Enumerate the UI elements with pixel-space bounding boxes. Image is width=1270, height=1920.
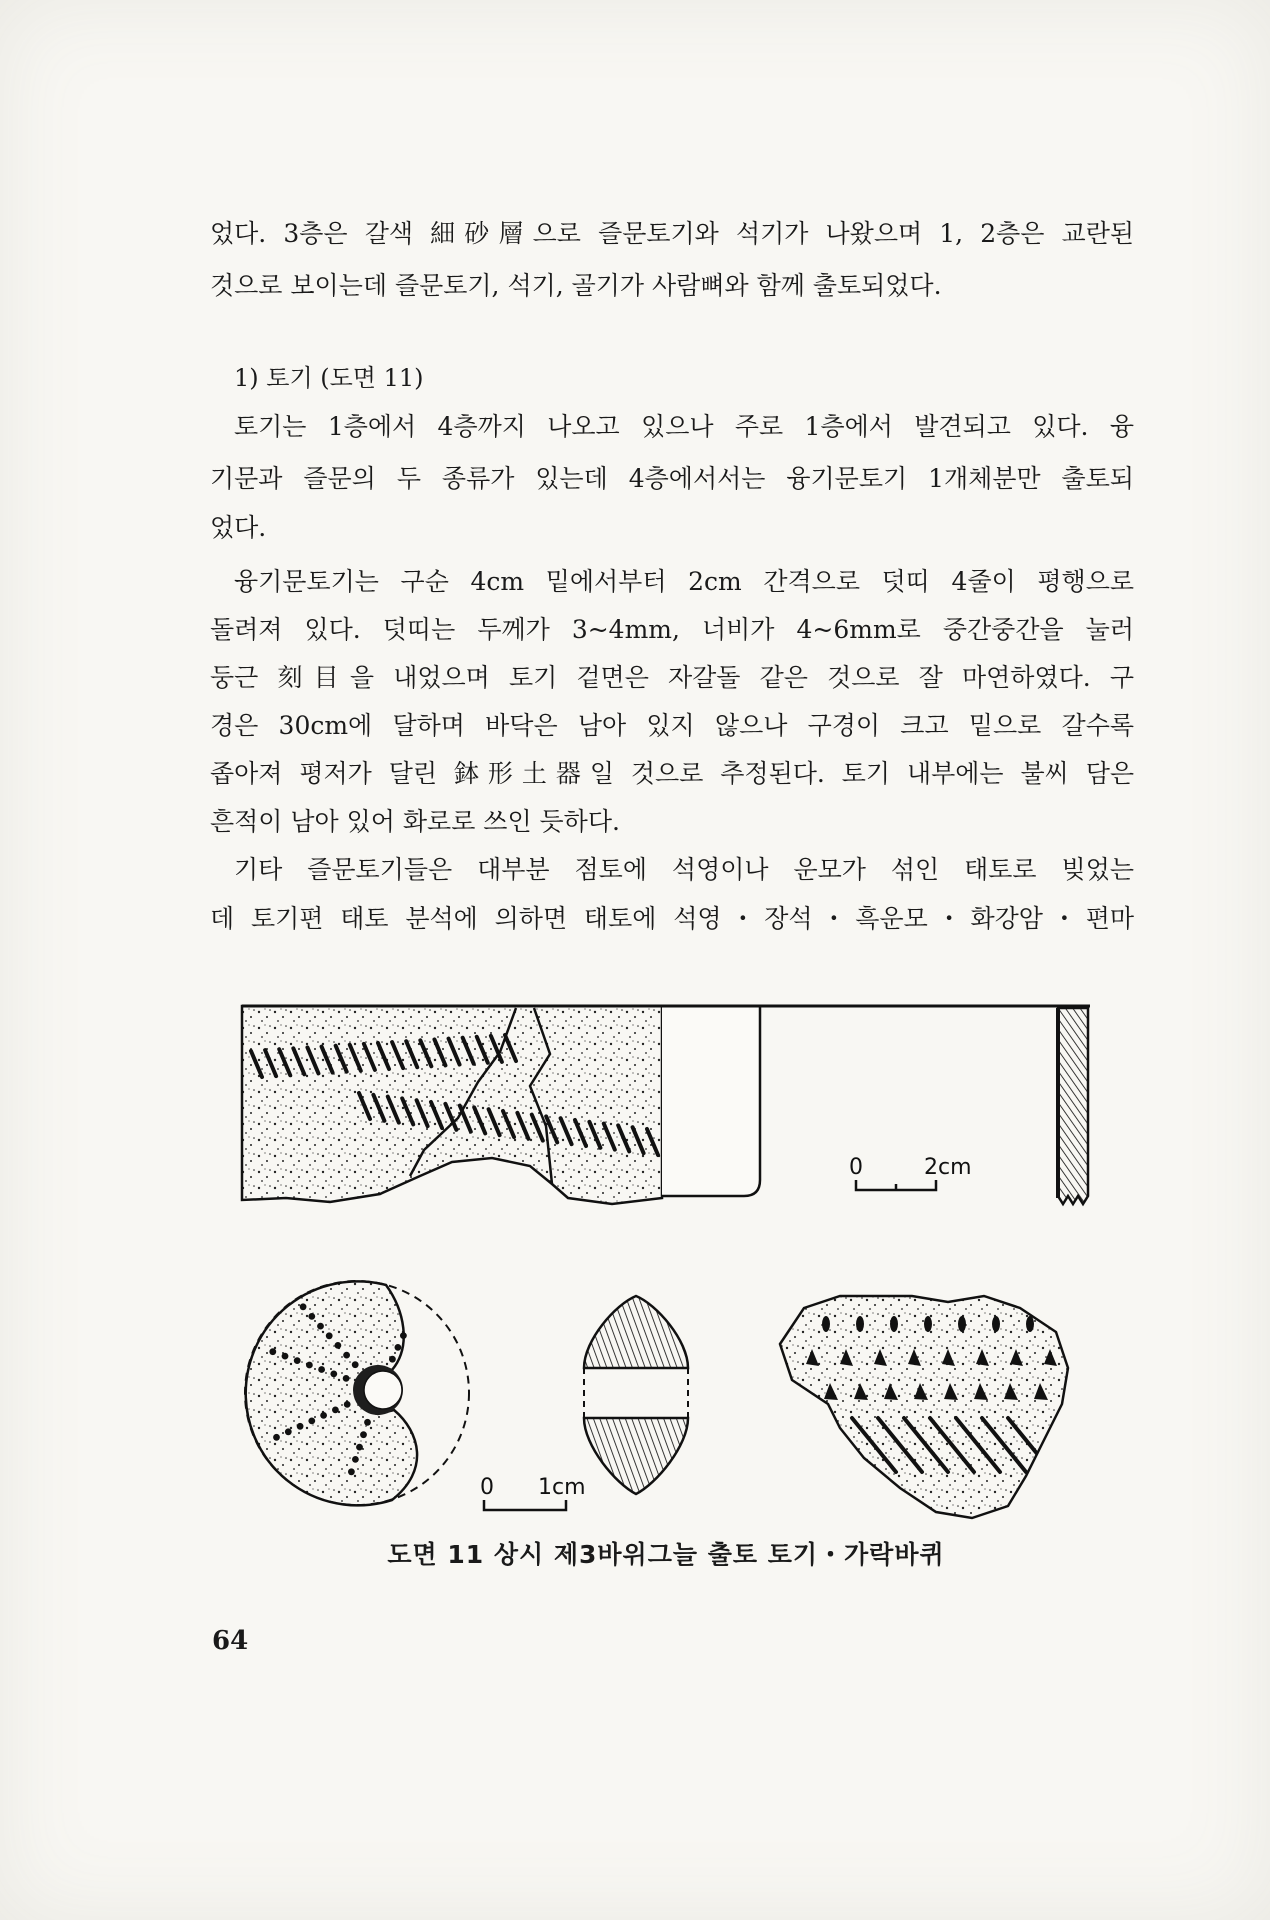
whorl-dot [400, 1332, 407, 1339]
whorl-dot [269, 1348, 276, 1355]
whorl-dot [282, 1353, 289, 1360]
body-text-line: 기문과 즐문의 두 종류가 있는데 4층에서서는 융기문토기 1개체분만 출토되 [210, 464, 1134, 493]
figure-11-drawings [0, 970, 1270, 1550]
body-text-line: 었다. 3층은 갈색 細砂層으로 즐문토기와 석기가 나왔으며 1, 2층은 교란된 [210, 219, 1134, 248]
whorl-dot [352, 1361, 359, 1368]
section-upper-half [584, 1296, 688, 1368]
whorl-dot [285, 1428, 292, 1435]
whorl-dot [360, 1431, 367, 1438]
whorl-dot [330, 1371, 337, 1378]
whorl-dot [356, 1444, 363, 1451]
whorl-dot [308, 1313, 315, 1320]
body-text-line: 것으로 보이는데 즐문토기, 석기, 골기가 사람뼈와 함께 출토되었다. [210, 271, 942, 300]
scale-bar-label: 2cm [924, 1155, 972, 1180]
whorl-dot [343, 1375, 350, 1382]
sherd-impression-drop [890, 1316, 898, 1332]
spindle-whorl-plan-drawing [245, 1281, 469, 1505]
rim-profile-section [1058, 1008, 1088, 1204]
page-number: 64 [212, 1626, 249, 1656]
sherd-impression-drop [822, 1316, 830, 1332]
scale-bar-line [856, 1180, 936, 1190]
whorl-dot [306, 1362, 313, 1369]
body-text-line: 토기는 1층에서 4층까지 나오고 있으나 주로 1층에서 발견되고 있다. 융 [234, 412, 1134, 441]
scale-bar-zero: 0 [849, 1155, 863, 1180]
sherd-comb-groove [800, 1418, 844, 1472]
whorl-dot [297, 1423, 304, 1430]
whorl-dot [343, 1352, 350, 1359]
sherd-impression-drop [1026, 1316, 1034, 1332]
whorl-dot [352, 1456, 359, 1463]
whorl-dot [326, 1332, 333, 1339]
section-heading: 1) 토기 (도면 11) [234, 364, 424, 392]
spindle-whorl-hole [364, 1371, 402, 1409]
scale-bar-line [484, 1500, 566, 1510]
whorl-dot [332, 1407, 339, 1414]
body-text-line: 기타 즐문토기들은 대부분 점토에 석영이나 운모가 섞인 태토로 빚었는 [234, 855, 1134, 884]
whorl-dot [317, 1323, 324, 1330]
comb-pattern-sherd-drawing [780, 1296, 1068, 1518]
whorl-dot [273, 1434, 280, 1441]
body-text-line: 돌려져 있다. 덧띠는 두께가 3~4mm, 너비가 4~6mm로 중간중간을 눌러 [210, 615, 1134, 644]
whorl-dot [364, 1419, 371, 1426]
section-hole-dashed-lines [584, 1368, 688, 1418]
whorl-dot [308, 1418, 315, 1425]
whorl-dot [344, 1401, 351, 1408]
sherd-impression-drop [856, 1316, 864, 1332]
sherd-impression-drop [958, 1316, 966, 1332]
scale-bar-zero: 0 [480, 1475, 494, 1500]
body-text-line: 데 토기편 태토 분석에 의하면 태토에 석영・장석・흑운모・화강암・편마 [210, 904, 1134, 933]
sherd-impression-drop [924, 1316, 932, 1332]
body-text-line: 융기문토기는 구순 4cm 밑에서부터 2cm 간격으로 덧띠 4줄이 평행으로 [234, 567, 1134, 596]
body-text-line: 좁아져 평저가 달린 鉢形土器일 것으로 추정된다. 토기 내부에는 불씨 담은 [210, 759, 1134, 788]
scale-bar-spindle-whorl [480, 1475, 586, 1510]
body-text-line: 었다. [210, 513, 267, 542]
body-text-line: 둥근 刻目을 내었으며 토기 겉면은 자갈돌 같은 것으로 잘 마연하였다. 구 [210, 663, 1134, 692]
whorl-dot [335, 1342, 342, 1349]
figure-caption: 도면 11 상시 제3바위그늘 출토 토기・가락바퀴 [387, 1540, 945, 1569]
section-lower-half [584, 1418, 688, 1494]
sherd-impression-drop [992, 1316, 1000, 1332]
scale-bar-label: 1cm [538, 1475, 586, 1500]
whorl-dot [300, 1303, 307, 1310]
body-text-line: 경은 30cm에 달하며 바닥은 남아 있지 않으나 구경이 크고 밑으로 갈수록 [210, 711, 1134, 740]
whorl-dot [318, 1366, 325, 1373]
rim-sherd-body [242, 1006, 662, 1204]
rim-reconstruction-outline [662, 1006, 760, 1196]
whorl-dot [294, 1357, 301, 1364]
whorl-dot [320, 1412, 327, 1419]
scale-bar-pottery [849, 1155, 972, 1190]
body-text-line: 흔적이 남아 있어 화로로 쓰인 듯하다. [210, 807, 620, 836]
spindle-whorl-section-drawing [584, 1296, 688, 1494]
whorl-dot [389, 1356, 396, 1363]
whorl-dot [348, 1468, 355, 1475]
whorl-dot [395, 1344, 402, 1351]
